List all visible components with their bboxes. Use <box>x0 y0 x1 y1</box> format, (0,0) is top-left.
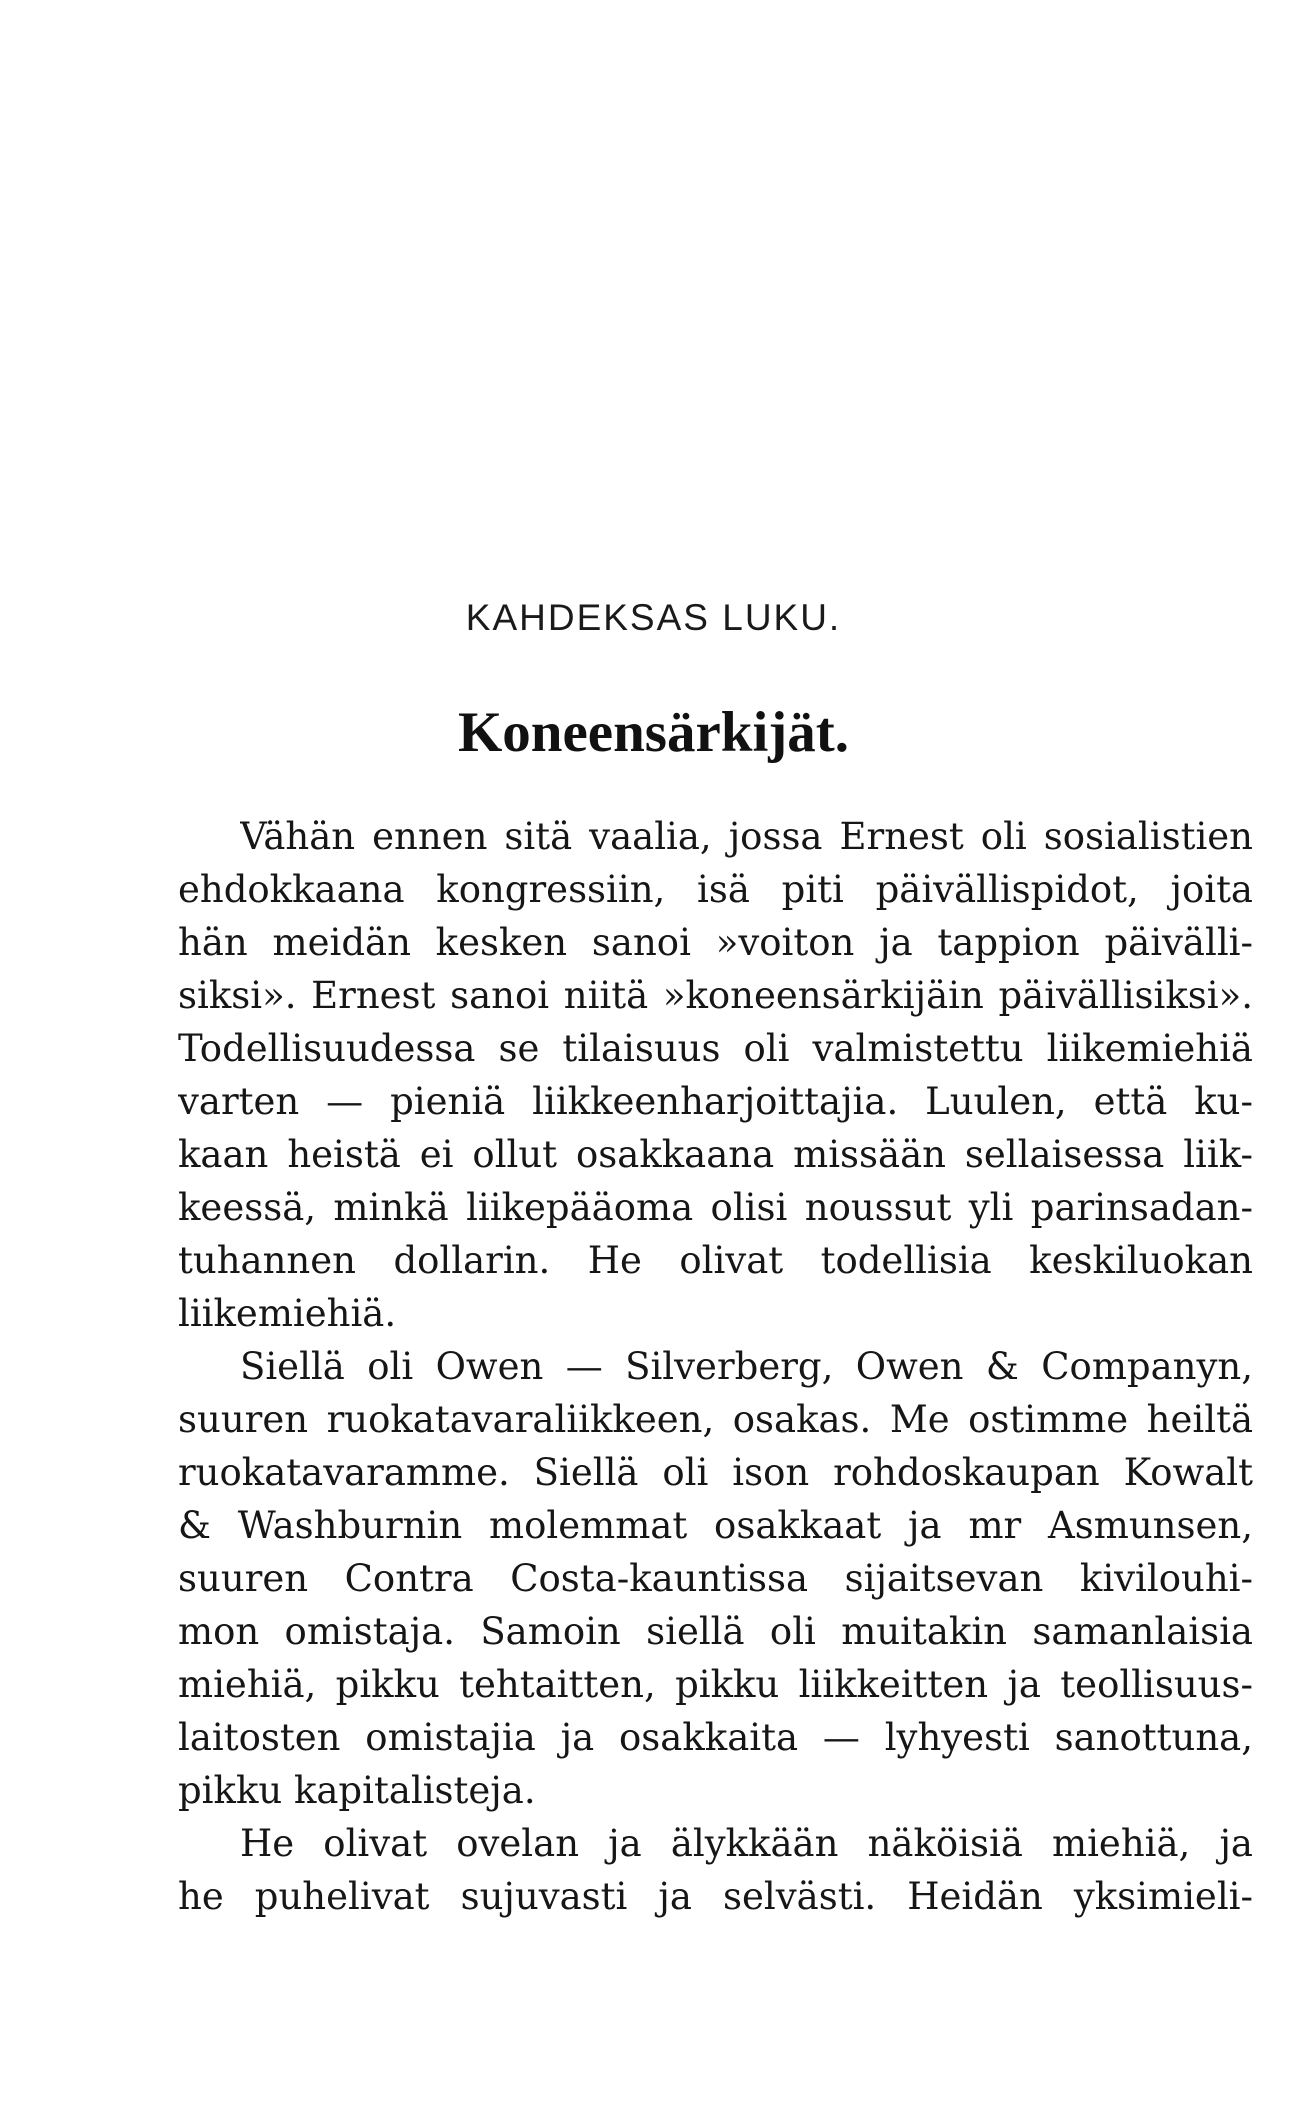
text-line: miehiä, pikku tehtaitten, pikku liikkeitten ja teollisuus- <box>178 1663 1253 1706</box>
text-line: Siellä oli Owen — Silverberg, Owen & Companyn, <box>240 1345 1253 1388</box>
text-line: laitosten omistajia ja osakkaita — lyhyesti sanottuna, <box>178 1716 1253 1759</box>
text-line: liikemiehiä. <box>178 1292 397 1335</box>
chapter-label: KAHDEKSAS LUKU. <box>465 597 842 638</box>
text-line: kaan heistä ei ollut osakkaana missään sellaisessa liik- <box>178 1133 1253 1176</box>
text-line: & Washburnin molemmat osakkaat ja mr Asmunsen, <box>178 1504 1253 1547</box>
text-line: suuren ruokatavaraliikkeen, osakas. Me ostimme heiltä <box>178 1398 1253 1441</box>
text-line: He olivat ovelan ja älykkään näköisiä miehiä, ja <box>240 1822 1253 1865</box>
text-line: ruokatavaramme. Siellä oli ison rohdoskaupan Kowalt <box>178 1451 1253 1494</box>
text-line: siksi». Ernest sanoi niitä »koneensärkijäin päivällisiksi». <box>178 974 1253 1017</box>
text-line: suuren Contra Costa-kauntissa sijaitsevan kivilouhi- <box>178 1557 1253 1600</box>
text-line: mon omistaja. Samoin siellä oli muitakin samanlaisia <box>178 1610 1253 1653</box>
text-line: he puhelivat sujuvasti ja selvästi. Heidän yksimieli- <box>178 1875 1253 1918</box>
text-line: Todellisuudessa se tilaisuus oli valmistettu liikemiehiä <box>178 1027 1253 1070</box>
text-line: keessä, minkä liikepääoma olisi noussut yli parinsadan- <box>178 1186 1253 1229</box>
text-line: hän meidän kesken sanoi »voiton ja tappion päivälli- <box>178 921 1253 964</box>
text-line: tuhannen dollarin. He olivat todellisia keskiluokan <box>178 1239 1253 1282</box>
chapter-title: Koneensärkijät. <box>457 701 850 764</box>
text-line: ehdokkaana kongressiin, isä piti päivällispidot, joita <box>178 868 1253 911</box>
text-line: varten — pieniä liikkeenharjoittajia. Luulen, että ku- <box>178 1080 1253 1123</box>
text-line: Vähän ennen sitä vaalia, jossa Ernest oli sosialistien <box>240 815 1253 858</box>
text-line: pikku kapitalisteja. <box>178 1769 536 1812</box>
